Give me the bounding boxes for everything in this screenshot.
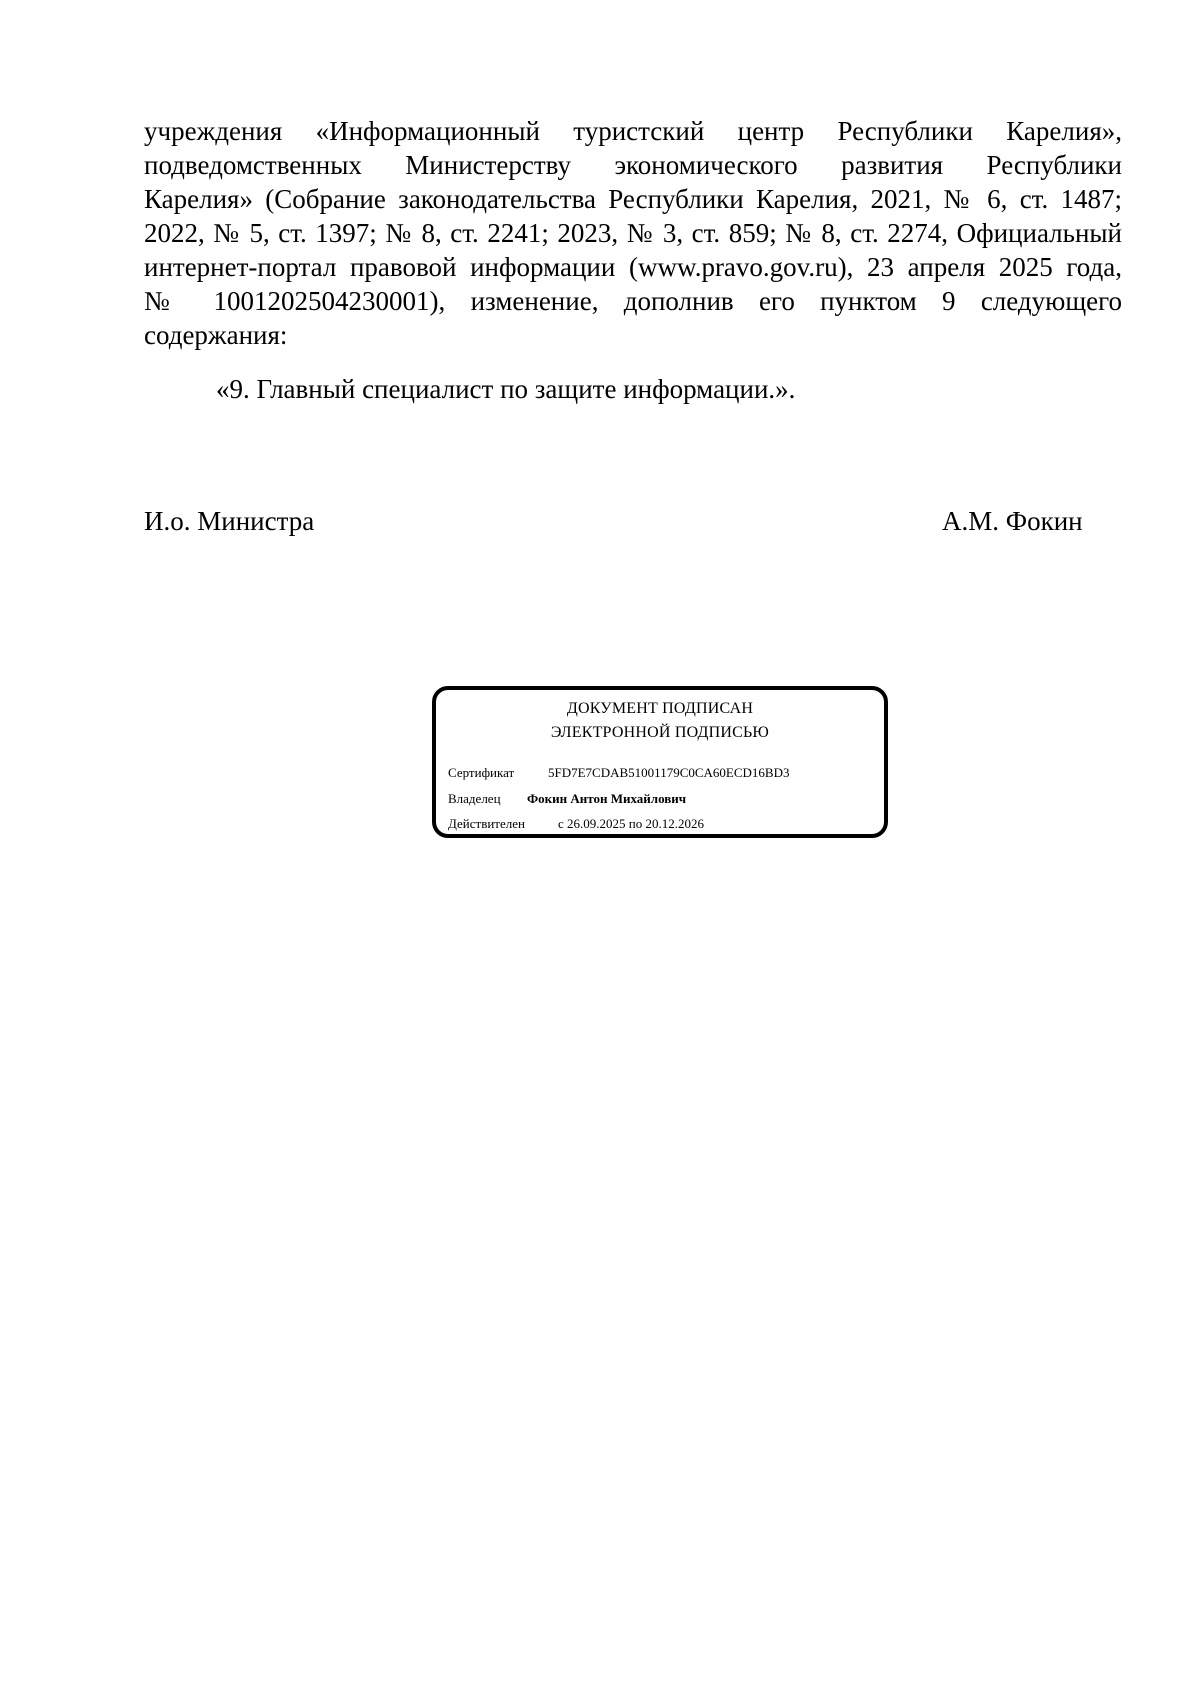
amendment-paragraph [144,114,1122,352]
electronic-signature-stamp [432,686,888,838]
stamp-title-line-1: ДОКУМЕНТ ПОДПИСАН [566,700,754,717]
signatory-name: А.М. Фокин [942,506,1083,536]
amendment-quote: «9. Главный специалист по защите информации.». [216,374,796,404]
paragraph-line-1: учреждения «Информационный туристский центр Республики Карелия», [144,116,1122,146]
paragraph-line-2: подведомственных Министерству экономического развития Республики [144,150,1122,180]
certificate-value: 5FD7E7CDAB51001179C0CA60ECD16BD3 [548,765,790,780]
paragraph-line-5: интернет-портал правовой информации (www.pravo.gov.ru), 23 апреля 2025 года, [144,252,1122,282]
paragraph-line-7: содержания: [144,320,288,350]
signatory-title: И.о. Министра [144,506,315,536]
valid-value: с 26.09.2025 по 20.12.2026 [558,816,704,831]
stamp-certificate-row [448,764,789,782]
stamp-validity-row [448,815,704,833]
certificate-label: Сертификат [448,765,515,780]
stamp-owner-row [448,790,686,808]
paragraph-line-4: 2022, № 5, ст. 1397; № 8, ст. 2241; 2023, № 3, ст. 859; № 8, ст. 2274, Официальный [144,218,1122,248]
owner-label: Владелец [448,791,501,806]
owner-value: Фокин Антон Михайлович [527,791,687,806]
valid-label: Действителен [448,816,525,831]
stamp-title-line-2: ЭЛЕКТРОННОЙ ПОДПИСЬЮ [550,724,770,741]
paragraph-line-6: № 1001202504230001), изменение, дополнив его пунктом 9 следующего [144,286,1122,316]
paragraph-line-3: Карелия» (Собрание законодательства Республики Карелия, 2021, № 6, ст. 1487; [144,184,1122,214]
